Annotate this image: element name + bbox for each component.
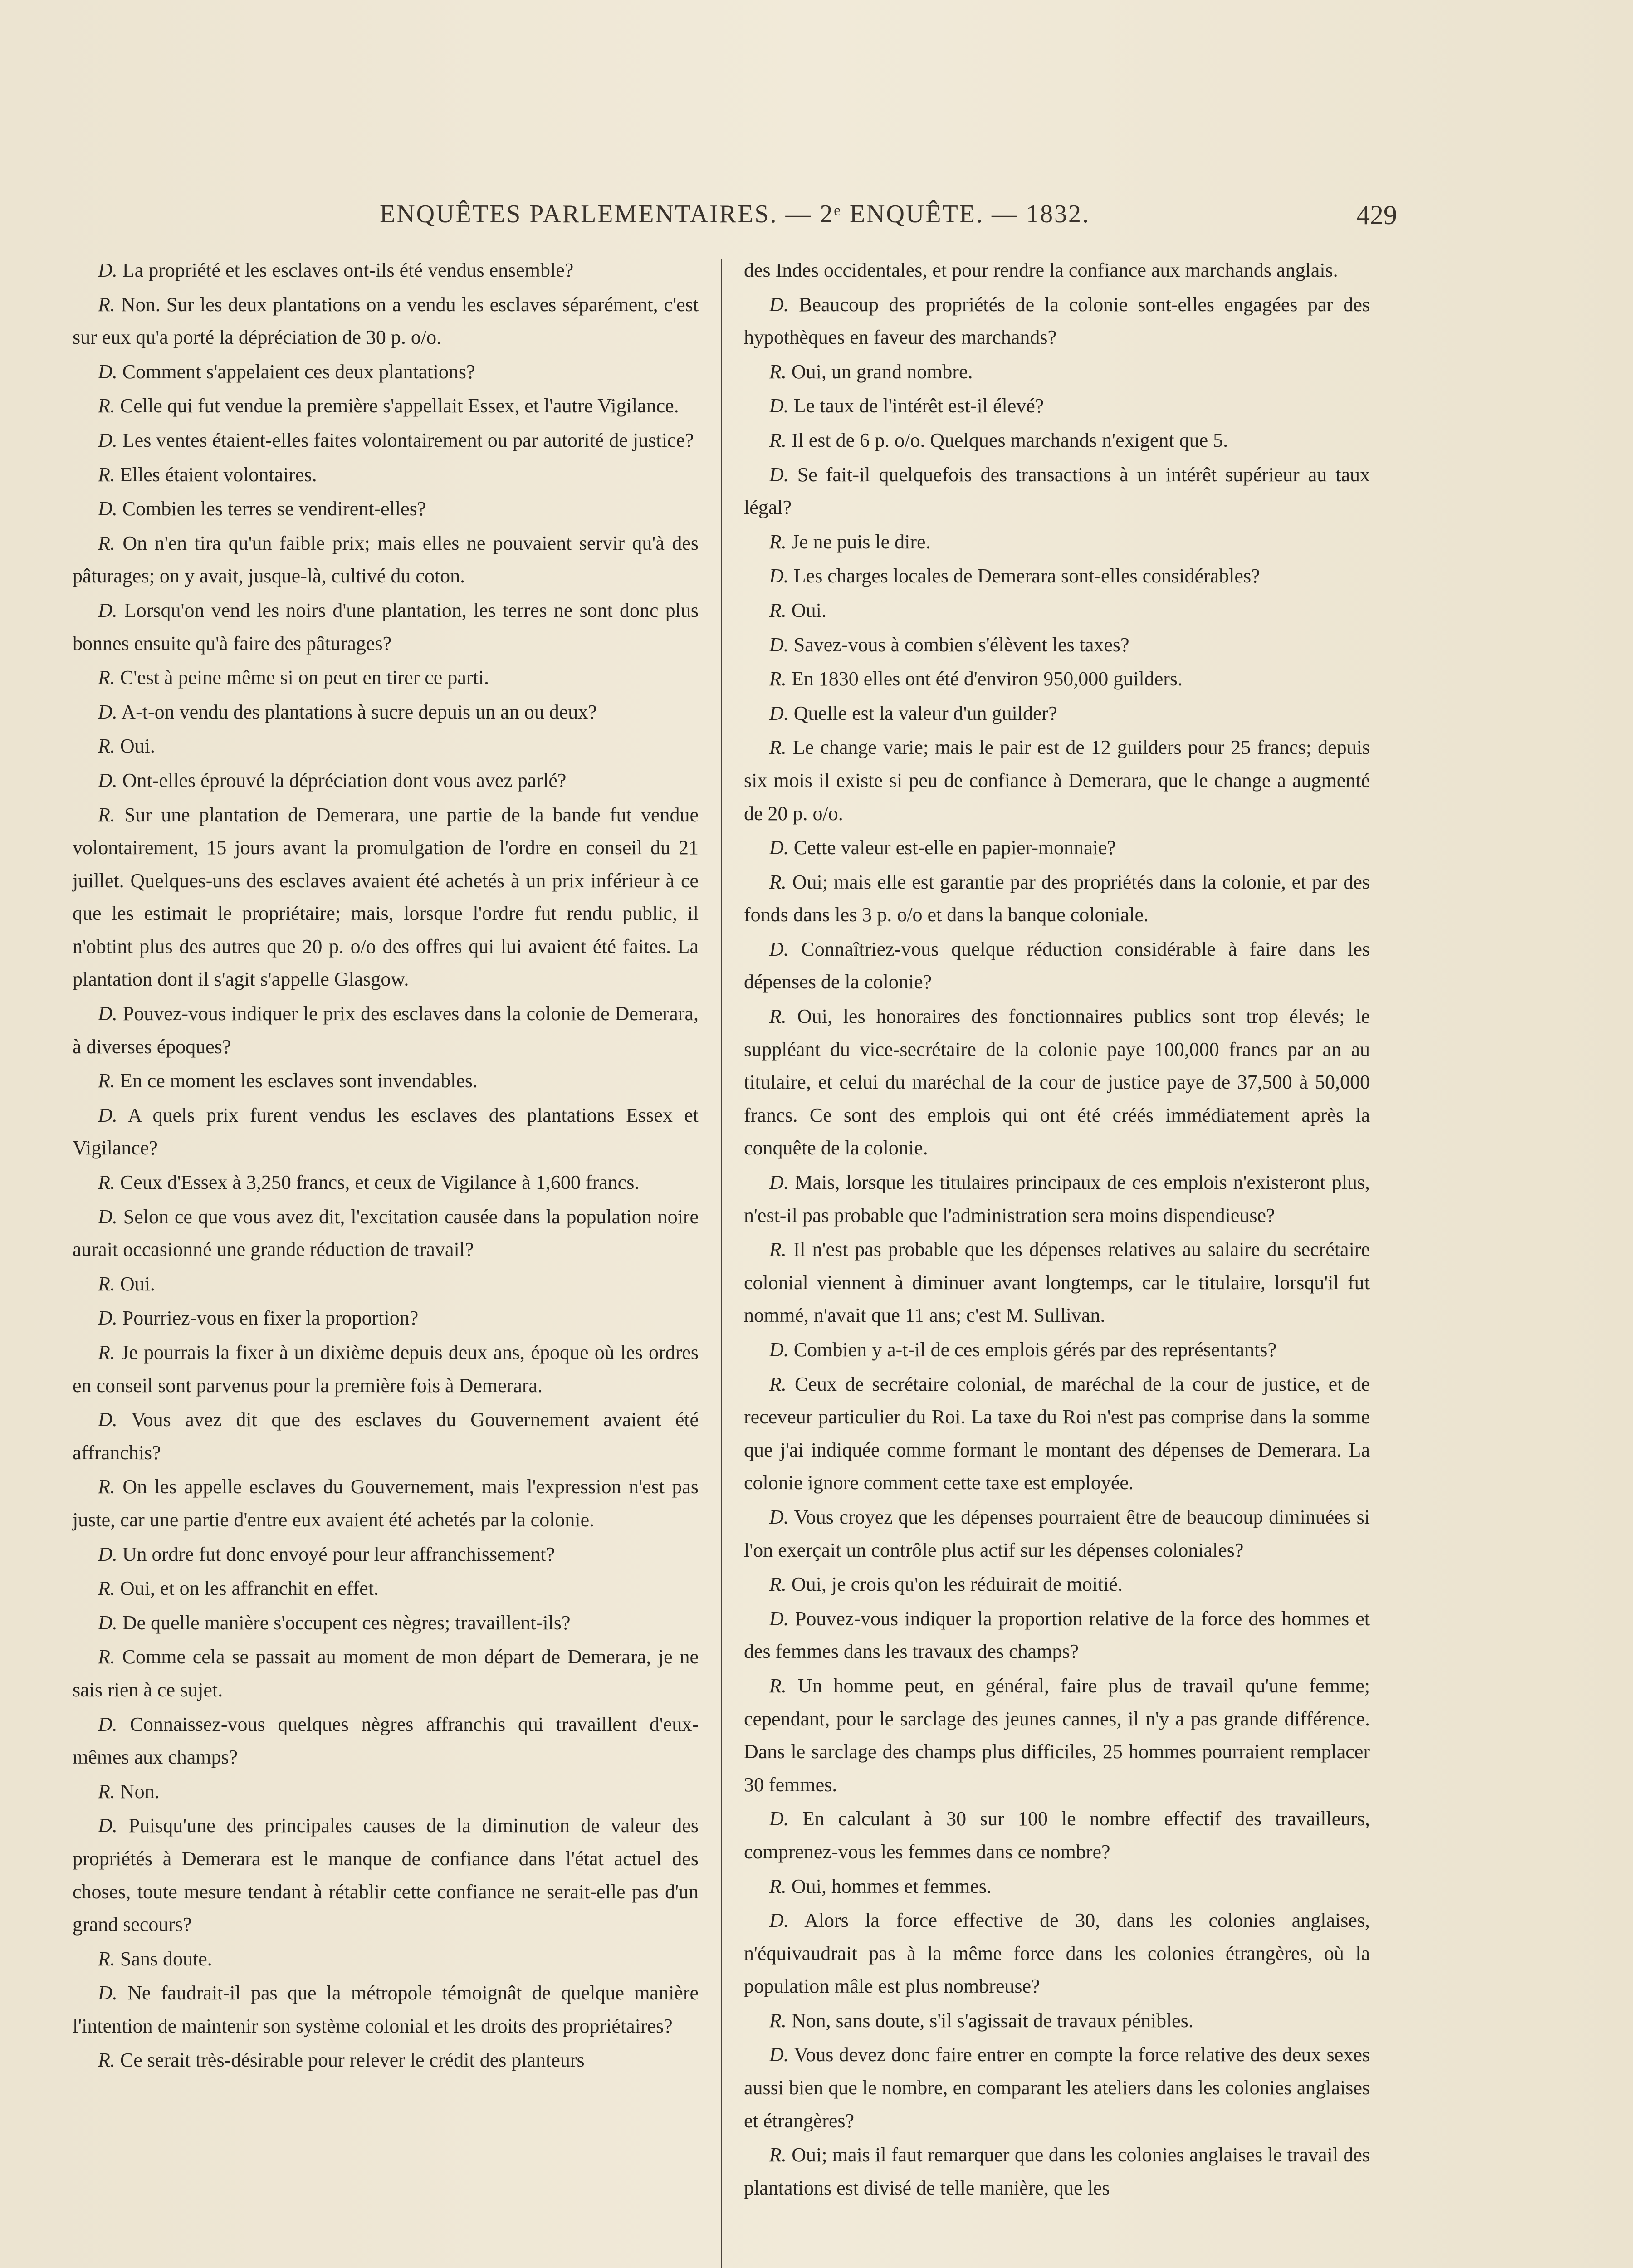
qa-paragraph <box>73 799 699 997</box>
paragraph-text: Oui. <box>120 735 155 758</box>
paragraph-text: En 1830 elles ont été d'environ 950,000 guilders. <box>791 668 1183 690</box>
paragraph-text: Ceux de secrétaire colonial, de maréchal de la cour de justice, et de receveur particulier du Roi. La taxe du Roi n'est pas comprise dans la somme que j'ai indiquée comme formant le montant des dépenses de Demerara. La colonie ignore comment cette taxe est employée. <box>744 1373 1370 1494</box>
qa-paragraph <box>73 1708 699 1774</box>
paragraph-text: Connaissez-vous quelques nègres affranchis qui travaillent d'eux-mêmes aux champs? <box>73 1713 699 1769</box>
paragraph-text: Je pourrais la fixer à un dixième depuis deux ans, époque où les ordres en conseil sont parvenus pour la première fois à Demerara. <box>73 1341 699 1397</box>
qa-paragraph <box>744 663 1370 696</box>
paragraph-text: Oui. <box>791 599 826 621</box>
qa-paragraph <box>73 1336 699 1402</box>
speaker-label: R. <box>98 293 115 316</box>
paragraph-text: Oui, un grand nombre. <box>791 360 973 383</box>
speaker-label: D. <box>769 1339 789 1361</box>
qa-paragraph <box>73 997 699 1063</box>
paragraph-text: Pouvez-vous indiquer la proportion relative de la force des hommes et des femmes dans les travaux des champs? <box>744 1607 1370 1663</box>
qa-paragraph <box>744 594 1370 627</box>
paragraph-text: Lorsqu'on vend les noirs d'une plantation, les terres ne sont donc plus bonnes ensuite qu'à faire des pâturages? <box>73 599 699 655</box>
paragraph-text: On n'en tira qu'un faible prix; mais elles ne pouvaient servir qu'à des pâturages; on y avait, jusque-là, cultivé du coton. <box>73 532 699 587</box>
qa-paragraph <box>744 866 1370 932</box>
paragraph-text: Ce serait très-désirable pour relever le crédit des planteurs <box>120 2049 585 2072</box>
speaker-label: R. <box>769 870 787 893</box>
speaker-label: D. <box>769 293 789 316</box>
qa-paragraph <box>73 594 699 660</box>
speaker-label: R. <box>98 1272 115 1295</box>
paragraph-text: Ne faudrait-il pas que la métropole témoignât de quelque manière l'intention de maintenir son système colonial et les droits des propriétaires? <box>73 1982 699 2037</box>
paragraph-text: Un ordre fut donc envoyé pour leur affranchissement? <box>122 1543 555 1565</box>
qa-paragraph <box>73 459 699 492</box>
qa-paragraph <box>73 1572 699 1605</box>
speaker-label: R. <box>98 395 115 417</box>
paragraph-text: En ce moment les esclaves sont invendables. <box>120 1070 478 1092</box>
qa-paragraph <box>73 661 699 694</box>
speaker-label: R. <box>769 2009 787 2032</box>
speaker-label: R. <box>98 1171 115 1194</box>
speaker-label: D. <box>769 702 789 724</box>
column-divider <box>721 259 722 2268</box>
paragraph-text: Non. <box>120 1780 160 1803</box>
speaker-label: D. <box>98 1611 117 1634</box>
qa-paragraph <box>744 1166 1370 1232</box>
qa-paragraph <box>73 356 699 389</box>
paragraph-text: Cette valeur est-elle en papier-monnaie? <box>793 836 1116 859</box>
speaker-label: D. <box>769 565 789 587</box>
speaker-label: R. <box>769 530 787 553</box>
speaker-label: D. <box>769 1909 789 1932</box>
qa-paragraph <box>73 1809 699 1941</box>
speaker-label: R. <box>98 803 115 826</box>
qa-paragraph <box>744 2038 1370 2137</box>
qa-paragraph <box>744 1803 1370 1868</box>
speaker-label: R. <box>769 1674 787 1697</box>
speaker-label: R. <box>98 2049 115 2072</box>
qa-paragraph <box>744 459 1370 524</box>
speaker-label: D. <box>98 498 117 520</box>
qa-paragraph <box>744 254 1370 287</box>
qa-paragraph <box>744 1603 1370 1668</box>
speaker-label: R. <box>769 1238 787 1261</box>
speaker-label: R. <box>98 666 115 689</box>
paragraph-text: Ceux d'Essex à 3,250 francs, et ceux de Vigilance à 1,600 francs. <box>120 1171 640 1194</box>
qa-paragraph <box>744 2139 1370 2204</box>
qa-paragraph <box>73 1977 699 2043</box>
qa-paragraph <box>73 1302 699 1335</box>
speaker-label: D. <box>98 1982 117 2004</box>
speaker-label: D. <box>98 1543 117 1565</box>
paragraph-text: Sur une plantation de Demerara, une partie de la bande fut vendue volontairement, 15 jours avant la promulgation de l'ordre en conseil du 21 juillet. Quelques-uns des esclaves avaient été achetés à un prix inférieur à ce que les estimait le propriétaire; mais, lorsque l'ordre fut rendu public, il n'obtint plus des autres que 20 p. o/o des offres qui lui avaient été faites. La plantation dont il s'agit s'appelle Glasgow. <box>73 803 699 991</box>
qa-paragraph <box>73 730 699 763</box>
paragraph-text: Oui; mais il faut remarquer que dans les colonies anglaises le travail des plantations est divisé de telle manière, que les <box>744 2144 1370 2199</box>
speaker-label: D. <box>769 836 789 859</box>
qa-paragraph <box>73 1471 699 1536</box>
paragraph-text: La propriété et les esclaves ont-ils été vendus ensemble? <box>122 259 574 281</box>
paragraph-text: Selon ce que vous avez dit, l'excitation causée dans la population noire aurait occasionné une grande réduction de travail? <box>73 1205 699 1261</box>
paragraph-text: Oui, hommes et femmes. <box>791 1875 992 1897</box>
speaker-label: D. <box>98 1713 117 1735</box>
speaker-label: R. <box>769 668 787 690</box>
speaker-label: R. <box>769 2144 787 2166</box>
paragraph-text: Oui, je crois qu'on les réduirait de moitié. <box>791 1573 1123 1596</box>
paragraph-text: Quelle est la valeur d'un guilder? <box>793 702 1057 724</box>
qa-paragraph <box>73 1065 699 1098</box>
qa-paragraph <box>73 254 699 287</box>
page-header <box>73 200 1397 236</box>
speaker-label: R. <box>769 736 787 759</box>
qa-paragraph <box>744 356 1370 389</box>
paragraph-text: Comment s'appelaient ces deux plantations? <box>122 360 475 383</box>
paragraph-text: Se fait-il quelquefois des transactions à un intérêt supérieur au taux légal? <box>744 463 1370 519</box>
paragraph-text: On les appelle esclaves du Gouvernement, mais l'expression n'est pas juste, car une partie d'entre eux avaient été achetés par la colonie. <box>73 1476 699 1531</box>
paragraph-text: En calculant à 30 sur 100 le nombre effectif des travailleurs, comprenez-vous les femmes dans ce nombre? <box>744 1808 1370 1863</box>
right-column <box>744 254 1370 2206</box>
qa-paragraph <box>744 697 1370 730</box>
paragraph-text: Le change varie; mais le pair est de 12 guilders pour 25 francs; depuis six mois il existe si peu de confiance à Demerara, que le change a augmenté de 20 p. o/o. <box>744 736 1370 825</box>
qa-paragraph <box>73 696 699 729</box>
speaker-label: R. <box>98 1577 115 1600</box>
qa-paragraph <box>73 493 699 526</box>
speaker-label: D. <box>98 429 117 451</box>
speaker-label: R. <box>769 599 787 621</box>
speaker-label: D. <box>769 1808 789 1830</box>
qa-paragraph <box>73 1403 699 1469</box>
paragraph-text: Vous devez donc faire entrer en compte la force relative des deux sexes aussi bien que le nombre, en comparant les ateliers dans les colonies anglaises et étrangères? <box>744 2043 1370 2132</box>
paragraph-text: Les ventes étaient-elles faites volontairement ou par autorité de justice? <box>122 429 694 451</box>
paragraph-text: Connaîtriez-vous quelque réduction considérable à faire dans les dépenses de la colonie? <box>744 938 1370 993</box>
qa-paragraph <box>744 933 1370 999</box>
qa-paragraph <box>73 1268 699 1301</box>
speaker-label: D. <box>98 1408 117 1431</box>
paragraph-text: Beaucoup des propriétés de la colonie sont-elles engagées par des hypothèques en faveur des marchands? <box>744 293 1370 349</box>
speaker-label: D. <box>98 700 117 723</box>
paragraph-text: Ont-elles éprouvé la dépréciation dont vous avez parlé? <box>122 769 567 792</box>
speaker-label: D. <box>769 395 789 417</box>
paragraph-text: Je ne puis le dire. <box>791 530 931 553</box>
paragraph-text: Vous avez dit que des esclaves du Gouvernement avaient été affranchis? <box>73 1408 699 1464</box>
paragraph-text: Pouvez-vous indiquer le prix des esclaves dans la colonie de Demerara, à diverses époques? <box>73 1002 699 1058</box>
paragraph-text: Un homme peut, en général, faire plus de travail qu'une femme; cependant, pour le sarclage des jeunes cannes, il n'y a pas grande différence. Dans le sarclage des champs plus difficiles, 25 hommes pourraient remplacer 30 femmes. <box>744 1674 1370 1796</box>
qa-paragraph <box>73 1607 699 1640</box>
qa-paragraph <box>744 390 1370 423</box>
speaker-label: D. <box>98 1307 117 1330</box>
qa-paragraph <box>73 1538 699 1571</box>
speaker-label: D. <box>98 599 117 621</box>
qa-paragraph <box>73 1641 699 1706</box>
qa-paragraph <box>744 1000 1370 1165</box>
speaker-label: D. <box>98 1814 117 1837</box>
speaker-label: R. <box>769 429 787 451</box>
qa-paragraph <box>744 1904 1370 2003</box>
qa-paragraph <box>744 2004 1370 2038</box>
speaker-label: R. <box>98 1476 115 1498</box>
paragraph-text: Sans doute. <box>120 1947 212 1970</box>
speaker-label: R. <box>98 735 115 758</box>
qa-paragraph <box>73 1943 699 1976</box>
qa-paragraph <box>744 1368 1370 1500</box>
speaker-label: D. <box>769 633 789 656</box>
left-column <box>73 254 699 2078</box>
qa-paragraph <box>744 1233 1370 1332</box>
qa-paragraph <box>73 764 699 797</box>
paragraph-text: Il est de 6 p. o/o. Quelques marchands n'exigent que 5. <box>791 429 1228 451</box>
speaker-label: D. <box>98 360 117 383</box>
speaker-label: R. <box>769 1573 787 1596</box>
paragraph-text: Celle qui fut vendue la première s'appellait Essex, et l'autre Vigilance. <box>120 395 679 417</box>
running-title: ENQUÊTES PARLEMENTAIRES. — 2ᵉ ENQUÊTE. — 1832. <box>380 200 1090 228</box>
paragraph-text: C'est à peine même si on peut en tirer ce parti. <box>120 666 489 689</box>
speaker-label: R. <box>769 1005 787 1028</box>
paragraph-text: A quels prix furent vendus les esclaves des plantations Essex et Vigilance? <box>73 1104 699 1159</box>
qa-paragraph <box>744 731 1370 830</box>
qa-paragraph <box>73 527 699 593</box>
qa-paragraph <box>73 1099 699 1165</box>
paragraph-text: Comme cela se passait au moment de mon départ de Demerara, je ne sais rien à ce sujet. <box>73 1646 699 1701</box>
qa-paragraph <box>73 424 699 457</box>
speaker-label: R. <box>98 1780 115 1803</box>
speaker-label: D. <box>98 259 117 281</box>
paragraph-text: Oui. <box>120 1272 155 1295</box>
paragraph-text: Alors la force effective de 30, dans les colonies anglaises, n'équivaudrait pas à la même force dans les colonies étrangères, où la population mâle est plus nombreuse? <box>744 1909 1370 1998</box>
paragraph-text: Savez-vous à combien s'élèvent les taxes? <box>793 633 1129 656</box>
qa-paragraph <box>744 1501 1370 1567</box>
qa-paragraph <box>744 831 1370 865</box>
paragraph-text: Il n'est pas probable que les dépenses relatives au salaire du secrétaire colonial viennent à diminuer avant longtemps, car le titulaire, lorsqu'il fut nommé, n'avait que 11 ans; c'est M. Sullivan. <box>744 1238 1370 1327</box>
qa-paragraph <box>744 1334 1370 1367</box>
page-number: 429 <box>1356 200 1397 230</box>
qa-paragraph <box>73 390 699 423</box>
speaker-label: R. <box>98 463 115 486</box>
speaker-label: D. <box>769 463 789 486</box>
speaker-label: D. <box>769 2043 789 2066</box>
paragraph-text: des Indes occidentales, et pour rendre la confiance aux marchands anglais. <box>744 259 1338 281</box>
speaker-label: R. <box>98 1341 115 1364</box>
qa-paragraph <box>744 560 1370 593</box>
speaker-label: R. <box>769 1875 787 1897</box>
speaker-label: D. <box>98 1104 117 1126</box>
speaker-label: D. <box>769 1171 789 1194</box>
speaker-label: D. <box>98 1002 117 1025</box>
paragraph-text: Puisqu'une des principales causes de la diminution de valeur des propriétés à Demerara est le manque de confiance dans l'état actuel des choses, toute mesure tendant à rétablir cette confiance ne serait-elle pas d'un grand secours? <box>73 1814 699 1936</box>
qa-paragraph <box>744 526 1370 559</box>
qa-paragraph <box>744 1870 1370 1903</box>
paragraph-text: Mais, lorsque les titulaires principaux de ces emplois n'existeront plus, n'est-il pas probable que l'administration sera moins dispendieuse? <box>744 1171 1370 1227</box>
qa-paragraph <box>744 288 1370 354</box>
speaker-label: R. <box>98 532 115 554</box>
paragraph-text: Vous croyez que les dépenses pourraient être de beaucoup diminuées si l'on exerçait un contrôle plus actif sur les dépenses coloniales? <box>744 1505 1370 1561</box>
qa-paragraph <box>744 1670 1370 1801</box>
qa-paragraph <box>73 1201 699 1266</box>
paragraph-text: Pourriez-vous en fixer la proportion? <box>122 1307 419 1330</box>
speaker-label: R. <box>769 1373 787 1395</box>
paragraph-text: Oui; mais elle est garantie par des propriétés dans la colonie, et par des fonds dans les 3 p. o/o et dans la banque coloniale. <box>744 870 1370 926</box>
paragraph-text: Le taux de l'intérêt est-il élevé? <box>793 395 1044 417</box>
paragraph-text: Combien les terres se vendirent-elles? <box>122 498 426 520</box>
speaker-label: R. <box>769 360 787 383</box>
paragraph-text: Oui, et on les affranchit en effet. <box>120 1577 379 1600</box>
speaker-label: D. <box>769 938 789 960</box>
paragraph-text: Non. Sur les deux plantations on a vendu les esclaves séparément, c'est sur eux qu'a porté la dépréciation de 30 p. o/o. <box>73 293 699 349</box>
qa-paragraph <box>73 2044 699 2077</box>
qa-paragraph <box>73 288 699 354</box>
paragraph-text: De quelle manière s'occupent ces nègres; travaillent-ils? <box>122 1611 571 1634</box>
qa-paragraph <box>73 1775 699 1809</box>
paragraph-text: Oui, les honoraires des fonctionnaires publics sont trop élevés; le suppléant du vice-secrétaire de la colonie paye 100,000 francs par an au titulaire, et celui du maréchal de la cour de justice paye de 37,500 à 50,000 francs. Ce sont des emplois qui ont été créés immédiatement après la conquête de la colonie. <box>744 1005 1370 1159</box>
speaker-label: R. <box>98 1646 115 1668</box>
speaker-label: D. <box>98 1205 117 1228</box>
speaker-label: D. <box>769 1505 789 1528</box>
qa-paragraph <box>744 424 1370 457</box>
paragraph-text: Elles étaient volontaires. <box>120 463 317 486</box>
paragraph-text: A-t-on vendu des plantations à sucre depuis un an ou deux? <box>121 700 597 723</box>
speaker-label: D. <box>769 1607 789 1630</box>
qa-paragraph <box>744 1568 1370 1601</box>
paragraph-text: Combien y a-t-il de ces emplois gérés par des représentants? <box>793 1339 1276 1361</box>
qa-paragraph <box>744 629 1370 662</box>
speaker-label: R. <box>98 1070 115 1092</box>
paragraph-text: Non, sans doute, s'il s'agissait de travaux pénibles. <box>791 2009 1193 2032</box>
speaker-label: D. <box>98 769 117 792</box>
qa-paragraph <box>73 1166 699 1199</box>
paragraph-text: Les charges locales de Demerara sont-elles considérables? <box>793 565 1260 587</box>
speaker-label: R. <box>98 1947 115 1970</box>
